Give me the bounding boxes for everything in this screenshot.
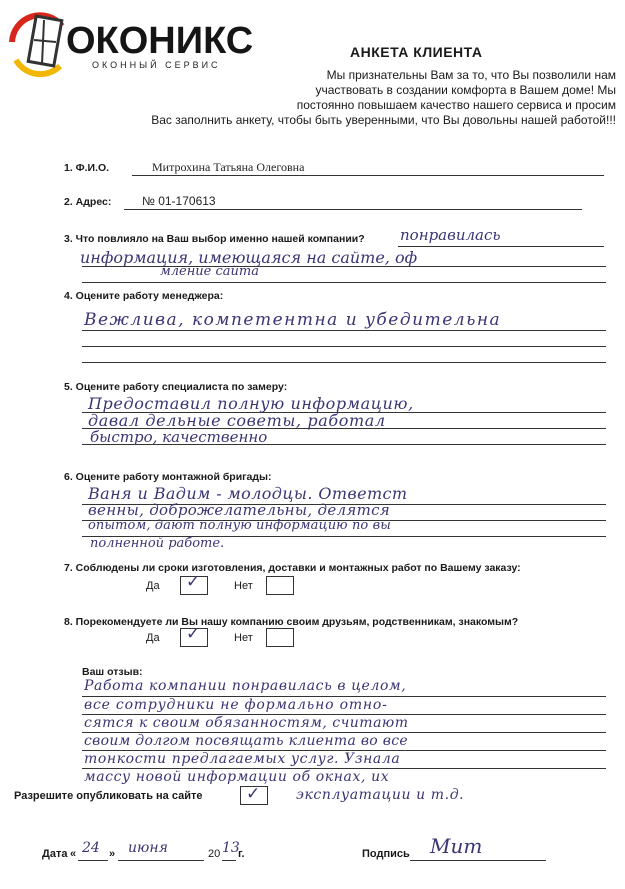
publish-check-icon: ✓ bbox=[246, 784, 261, 804]
quote-close: » bbox=[109, 848, 116, 860]
brand-name: ОКОНИКС bbox=[66, 20, 254, 62]
date-day[interactable]: 24 bbox=[82, 840, 100, 856]
q2-label: 2. Адрес: bbox=[64, 196, 112, 208]
q7-yes-label: Да bbox=[146, 580, 160, 592]
q3-answer-line[interactable]: понравилась bbox=[400, 226, 501, 244]
q7-yes-check-icon: ✓ bbox=[186, 572, 201, 592]
year-prefix: 20 bbox=[208, 848, 221, 860]
intro-line: Мы признательны Вам за то, что Вы позволили нам bbox=[326, 68, 616, 82]
q4-label: 4. Оцените работу менеджера: bbox=[64, 290, 224, 302]
q8-no-label: Нет bbox=[234, 632, 253, 644]
form-title: АНКЕТА КЛИЕНТА bbox=[350, 44, 483, 60]
date-year[interactable]: 13 bbox=[222, 840, 240, 856]
logo-icon bbox=[4, 8, 74, 80]
signature-label: Подпись bbox=[362, 848, 410, 860]
q6-answer-line[interactable]: опытом, дают полную информацию по вы bbox=[88, 518, 391, 533]
q7-no-checkbox[interactable] bbox=[266, 576, 294, 595]
year-unit: г. bbox=[238, 848, 245, 860]
intro-line: Вас заполнить анкету, чтобы быть уверенными, что Вы довольны нашей работой!!! bbox=[151, 113, 616, 127]
review-line[interactable]: Работа компании понравилась в целом, bbox=[84, 678, 407, 694]
review-line[interactable]: своим долгом посвящать клиента во все bbox=[84, 733, 408, 749]
intro-text bbox=[100, 68, 616, 128]
q3-answer-line[interactable]: информация, имеющаяся на сайте, оф bbox=[80, 248, 418, 267]
date-month[interactable]: июня bbox=[128, 840, 168, 856]
review-label: Ваш отзыв: bbox=[82, 666, 143, 678]
q1-label: 1. Ф.И.О. bbox=[64, 162, 110, 174]
intro-line: участвовать в создании комфорта в Вашем доме! Мы bbox=[315, 83, 616, 97]
q4-answer-line[interactable]: Вежлива, компетентна и убедительна bbox=[84, 310, 502, 330]
quote-open: « bbox=[70, 848, 77, 860]
brand-subtitle: ОКОННЫЙ СЕРВИС bbox=[92, 60, 221, 70]
q5-answer-line[interactable]: Предоставил полную информацию, bbox=[88, 394, 414, 413]
q8-yes-label: Да bbox=[146, 632, 160, 644]
review-line[interactable]: эксплуатации и т.д. bbox=[296, 787, 465, 803]
q6-answer-line[interactable]: венны, доброжелательны, делятся bbox=[88, 501, 391, 519]
review-line[interactable]: сятся к своим обязанностям, считают bbox=[84, 715, 409, 731]
date-label: Дата bbox=[42, 848, 68, 860]
q5-answer-line[interactable]: быстро, качественно bbox=[90, 428, 268, 446]
q5-label: 5. Оцените работу специалиста по замеру: bbox=[64, 381, 288, 393]
q7-no-label: Нет bbox=[234, 580, 253, 592]
publish-label: Разрешите опубликовать на сайте bbox=[14, 790, 203, 802]
signature[interactable]: Мит bbox=[430, 834, 483, 858]
q1-answer[interactable]: Митрохина Татьяна Олеговна bbox=[152, 160, 305, 174]
q6-label: 6. Оцените работу монтажной бригады: bbox=[64, 471, 272, 483]
review-line[interactable]: все сотрудники не формально отно- bbox=[84, 697, 388, 713]
q8-yes-check-icon: ✓ bbox=[186, 624, 201, 644]
q5-answer-line[interactable]: давал дельные советы, работал bbox=[88, 411, 386, 430]
q6-answer-line[interactable]: полненной работе. bbox=[90, 536, 225, 551]
q2-answer[interactable]: № 01-170613 bbox=[142, 194, 216, 208]
review-line[interactable]: тонкости предлагаемых услуг. Узнала bbox=[84, 751, 401, 767]
review-line[interactable]: массу новой информации об окнах, их bbox=[84, 769, 390, 785]
q8-no-checkbox[interactable] bbox=[266, 628, 294, 647]
q3-answer-line[interactable]: мление сайта bbox=[160, 264, 259, 279]
q8-label: 8. Порекомендуете ли Вы нашу компанию своим друзьям, родственникам, знакомым? bbox=[64, 616, 519, 628]
q6-answer-line[interactable]: Ваня и Вадим - молодцы. Ответст bbox=[88, 484, 408, 503]
q7-label: 7. Соблюдены ли сроки изготовления, доставки и монтажных работ по Вашему заказу: bbox=[64, 562, 521, 574]
q3-label: 3. Что повлияло на Ваш выбор именно нашей компании? bbox=[64, 233, 365, 245]
intro-line: постоянно повышаем качество нашего сервиса и просим bbox=[296, 98, 616, 112]
